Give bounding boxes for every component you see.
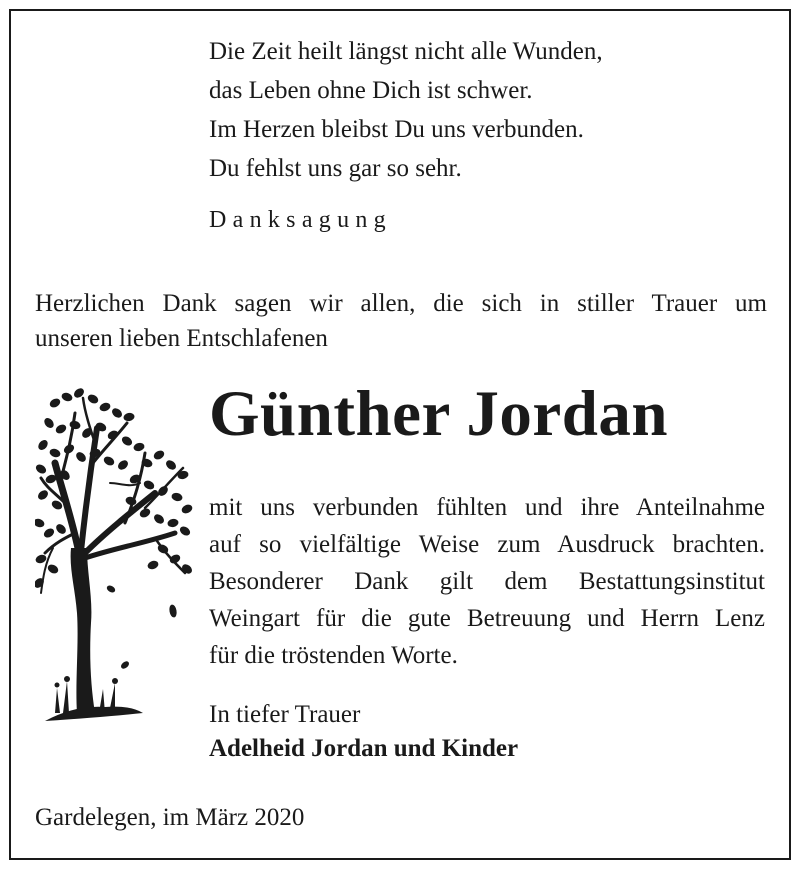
intro-line: unseren lieben Entschlafenen [35,325,328,352]
memorial-poem [209,32,603,188]
intro-line: Herzlichen Dank sagen wir allen, die sich in stiller Trauer um [35,290,767,317]
thanks-line: auf so vielfältige Weise zum Ausdruck brachten. [209,531,765,558]
tree-illustration-icon [35,383,195,723]
signature: Adelheid Jordan und Kinder [209,735,519,762]
poem-line: das Leben ohne Dich ist schwer. [209,77,533,104]
thanks-line: mit uns verbunden fühlten und ihre Anteilnahme [209,494,765,521]
poem-line: Im Herzen bleibst Du uns verbunden. [209,116,584,143]
place-date: Gardelegen, im März 2020 [35,804,305,831]
thanks-line: Besonderer Dank gilt dem Bestattungsinstitut [209,568,765,595]
thanks-line: für die tröstenden Worte. [209,642,458,669]
mourning-phrase: In tiefer Trauer [209,701,361,728]
thanks-text [209,489,765,674]
intro-text [35,286,767,356]
notice-heading: Danksagung [209,207,392,233]
poem-line: Die Zeit heilt längst nicht alle Wunden, [209,38,603,65]
deceased-name: Günther Jordan [209,378,669,450]
obituary-notice [9,9,791,860]
thanks-line: Weingart für die gute Betreuung und Herrn Lenz [209,605,765,632]
poem-line: Du fehlst uns gar so sehr. [209,155,462,182]
